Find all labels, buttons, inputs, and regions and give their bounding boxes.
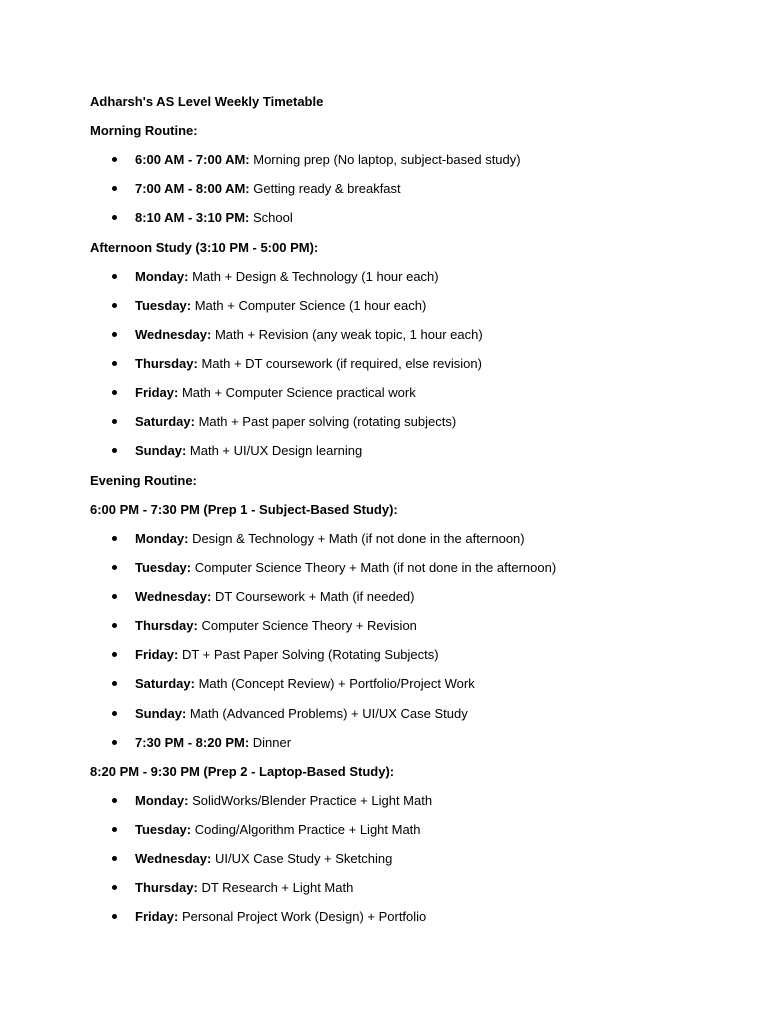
item-label: Saturday: bbox=[135, 414, 195, 429]
bullet-icon bbox=[112, 740, 117, 745]
bullet-icon bbox=[112, 885, 117, 890]
item-label: Monday: bbox=[135, 793, 189, 808]
bullet-icon bbox=[112, 303, 117, 308]
item-text: Coding/Algorithm Practice + Light Math bbox=[191, 822, 421, 837]
item-text: Design & Technology + Math (if not done in the afternoon) bbox=[188, 531, 525, 546]
item-label: Saturday: bbox=[135, 676, 195, 691]
prep2-heading: 8:20 PM - 9:30 PM (Prep 2 - Laptop-Based Study): bbox=[90, 764, 395, 779]
item-text: DT + Past Paper Solving (Rotating Subjects) bbox=[178, 647, 439, 662]
item-text: DT Coursework + Math (if needed) bbox=[211, 589, 415, 604]
morning-heading: Morning Routine: bbox=[90, 123, 198, 138]
item-label: Friday: bbox=[135, 647, 179, 662]
item-label: Tuesday: bbox=[135, 560, 192, 575]
bullet-icon bbox=[112, 215, 117, 220]
item-label: Monday: bbox=[135, 269, 189, 284]
bullet-icon bbox=[112, 711, 117, 716]
item-text: Math + Design & Technology (1 hour each) bbox=[188, 269, 439, 284]
item-label: Friday: bbox=[135, 385, 179, 400]
bullet-icon bbox=[112, 827, 117, 832]
item-text: DT Research + Light Math bbox=[197, 880, 354, 895]
item-label: Thursday: bbox=[135, 356, 198, 371]
bullet-icon bbox=[112, 652, 117, 657]
item-text: Math (Concept Review) + Portfolio/Project Work bbox=[194, 676, 475, 691]
item-text: Computer Science Theory + Math (if not done in the afternoon) bbox=[191, 560, 557, 575]
bullet-icon bbox=[112, 536, 117, 541]
item-text: SolidWorks/Blender Practice + Light Math bbox=[188, 793, 433, 808]
bullet-icon bbox=[112, 594, 117, 599]
item-text: Computer Science Theory + Revision bbox=[197, 618, 417, 633]
evening-heading: Evening Routine: bbox=[90, 473, 197, 488]
item-text: Personal Project Work (Design) + Portfolio bbox=[178, 909, 427, 924]
item-label: Sunday: bbox=[135, 443, 187, 458]
item-label: Monday: bbox=[135, 531, 189, 546]
afternoon-heading: Afternoon Study (3:10 PM - 5:00 PM): bbox=[90, 240, 319, 255]
item-text: Math + Past paper solving (rotating subjects) bbox=[194, 414, 457, 429]
item-label: Friday: bbox=[135, 909, 179, 924]
item-label: Tuesday: bbox=[135, 298, 192, 313]
item-text: Math + Computer Science practical work bbox=[178, 385, 416, 400]
bullet-icon bbox=[112, 332, 117, 337]
bullet-icon bbox=[112, 390, 117, 395]
document-title: Adharsh's AS Level Weekly Timetable bbox=[90, 94, 324, 109]
bullet-icon bbox=[112, 856, 117, 861]
bullet-icon bbox=[112, 419, 117, 424]
bullet-icon bbox=[112, 361, 117, 366]
item-label: 6:00 AM - 7:00 AM: bbox=[135, 152, 250, 167]
item-label: Wednesday: bbox=[135, 589, 212, 604]
item-label: Thursday: bbox=[135, 618, 198, 633]
item-label: 7:30 PM - 8:20 PM: bbox=[135, 735, 250, 750]
item-label: Wednesday: bbox=[135, 327, 212, 342]
bullet-icon bbox=[112, 798, 117, 803]
item-label: Tuesday: bbox=[135, 822, 192, 837]
bullet-icon bbox=[112, 914, 117, 919]
bullet-icon bbox=[112, 681, 117, 686]
item-text: UI/UX Case Study + Sketching bbox=[211, 851, 393, 866]
item-text: Math (Advanced Problems) + UI/UX Case Study bbox=[186, 706, 468, 721]
item-text: Dinner bbox=[249, 735, 292, 750]
bullet-icon bbox=[112, 565, 117, 570]
item-text: Getting ready & breakfast bbox=[249, 181, 401, 196]
bullet-icon bbox=[112, 186, 117, 191]
item-label: Thursday: bbox=[135, 880, 198, 895]
bullet-icon bbox=[112, 448, 117, 453]
item-text: Math + UI/UX Design learning bbox=[186, 443, 363, 458]
bullet-icon bbox=[112, 623, 117, 628]
item-text: Math + DT coursework (if required, else revision) bbox=[197, 356, 482, 371]
bullet-icon bbox=[112, 157, 117, 162]
item-text: Morning prep (No laptop, subject-based study) bbox=[249, 152, 521, 167]
item-label: Sunday: bbox=[135, 706, 187, 721]
prep1-heading: 6:00 PM - 7:30 PM (Prep 1 - Subject-Based Study): bbox=[90, 502, 398, 517]
item-label: Wednesday: bbox=[135, 851, 212, 866]
item-text: Math + Revision (any weak topic, 1 hour each) bbox=[211, 327, 483, 342]
item-label: 8:10 AM - 3:10 PM: bbox=[135, 210, 250, 225]
item-label: 7:00 AM - 8:00 AM: bbox=[135, 181, 250, 196]
item-text: School bbox=[249, 210, 293, 225]
item-text: Math + Computer Science (1 hour each) bbox=[191, 298, 427, 313]
bullet-icon bbox=[112, 274, 117, 279]
